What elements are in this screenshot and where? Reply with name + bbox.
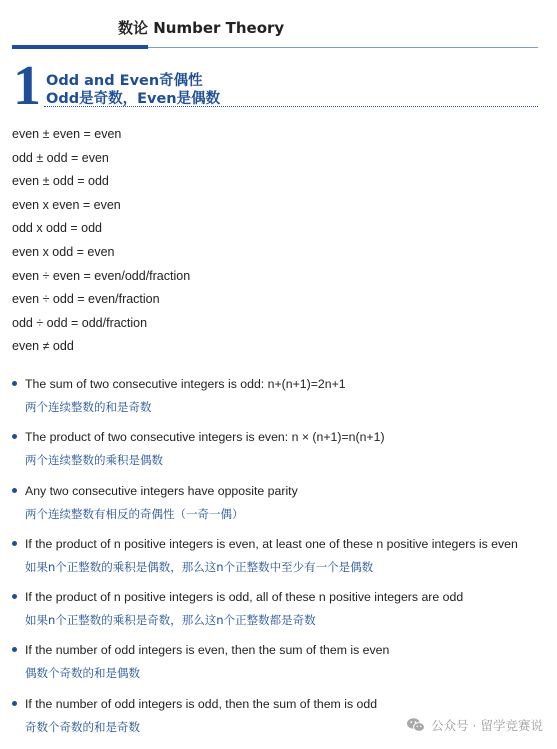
fact-item [12, 429, 542, 482]
watermark-text: 公众号 · 留学竞赛说 [431, 718, 543, 733]
section-number: 1 [13, 55, 41, 117]
bullet-icon [12, 488, 17, 493]
parity-rule: odd ÷ odd = odd/fraction [12, 315, 148, 330]
fact-text-en: The sum of two consecutive integers is odd: n+(n+1)=2n+1 [25, 377, 346, 391]
fact-item [12, 642, 542, 695]
watermark [406, 716, 543, 734]
fact-item [12, 483, 542, 536]
fact-text-en: If the number of odd integers is even, then the sum of them is even [25, 643, 390, 658]
section-title-en: Odd and Even奇偶性 [46, 73, 203, 89]
section-title-zh: Odd是奇数，Even是偶数 [46, 91, 221, 107]
bullet-icon [12, 647, 17, 652]
parity-facts-list [12, 376, 542, 749]
bullet-icon [12, 701, 17, 706]
parity-rule: even x odd = even [12, 244, 115, 259]
header-divider-line [148, 47, 538, 48]
fact-text-zh: 如果n个正整数的乘积是偶数，那么这n个正整数中至少有一个是偶数 [25, 559, 374, 574]
parity-rules-list [12, 126, 190, 362]
fact-text-en: Any two consecutive integers have opposite parity [25, 483, 298, 498]
bullet-icon [12, 594, 17, 599]
fact-text-zh: 偶数个奇数的和是偶数 [25, 666, 140, 681]
parity-rule: even ± odd = odd [12, 174, 109, 189]
fact-text-zh: 奇数个奇数的和是奇数 [25, 719, 140, 734]
parity-rule: even ≠ odd [12, 339, 74, 354]
fact-item [12, 589, 542, 642]
parity-rule: even ÷ odd = even/fraction [12, 292, 160, 307]
bullet-icon [12, 541, 17, 546]
fact-item [12, 536, 542, 589]
parity-rule: odd x odd = odd [12, 221, 103, 236]
fact-text-zh: 两个连续整数的和是奇数 [25, 400, 152, 414]
fact-text-zh: 两个连续整数有相反的奇偶性（一奇一偶） [25, 506, 244, 521]
parity-rule: even ± even = even [12, 127, 122, 141]
fact-text-en: If the product of n positive integers is even, at least one of these n positive integers is even [25, 536, 518, 551]
parity-rule: even ÷ even = even/odd/fraction [12, 268, 191, 283]
fact-text-zh: 如果n个正整数的乘积是奇数，那么这n个正整数都是奇数 [25, 613, 316, 628]
page-header-title: 数论 Number Theory [118, 19, 285, 37]
bullet-icon [12, 434, 17, 439]
header-divider-accent [12, 45, 148, 49]
fact-text-en: If the number of odd integers is odd, then the sum of them is odd [25, 696, 378, 711]
wechat-icon [406, 717, 426, 733]
parity-rule: odd ± odd = even [12, 150, 109, 165]
section-divider [44, 106, 538, 107]
fact-item [12, 376, 542, 429]
fact-text-zh: 两个连续整数的乘积是偶数 [25, 453, 163, 468]
fact-text-en: The product of two consecutive integers is even: n × (n+1)=n(n+1) [25, 430, 385, 445]
header-divider [12, 45, 538, 49]
bullet-icon [12, 381, 17, 386]
parity-rule: even x even = even [12, 197, 121, 212]
fact-text-en: If the product of n positive integers is odd, all of these n positive integers are odd [25, 590, 464, 605]
